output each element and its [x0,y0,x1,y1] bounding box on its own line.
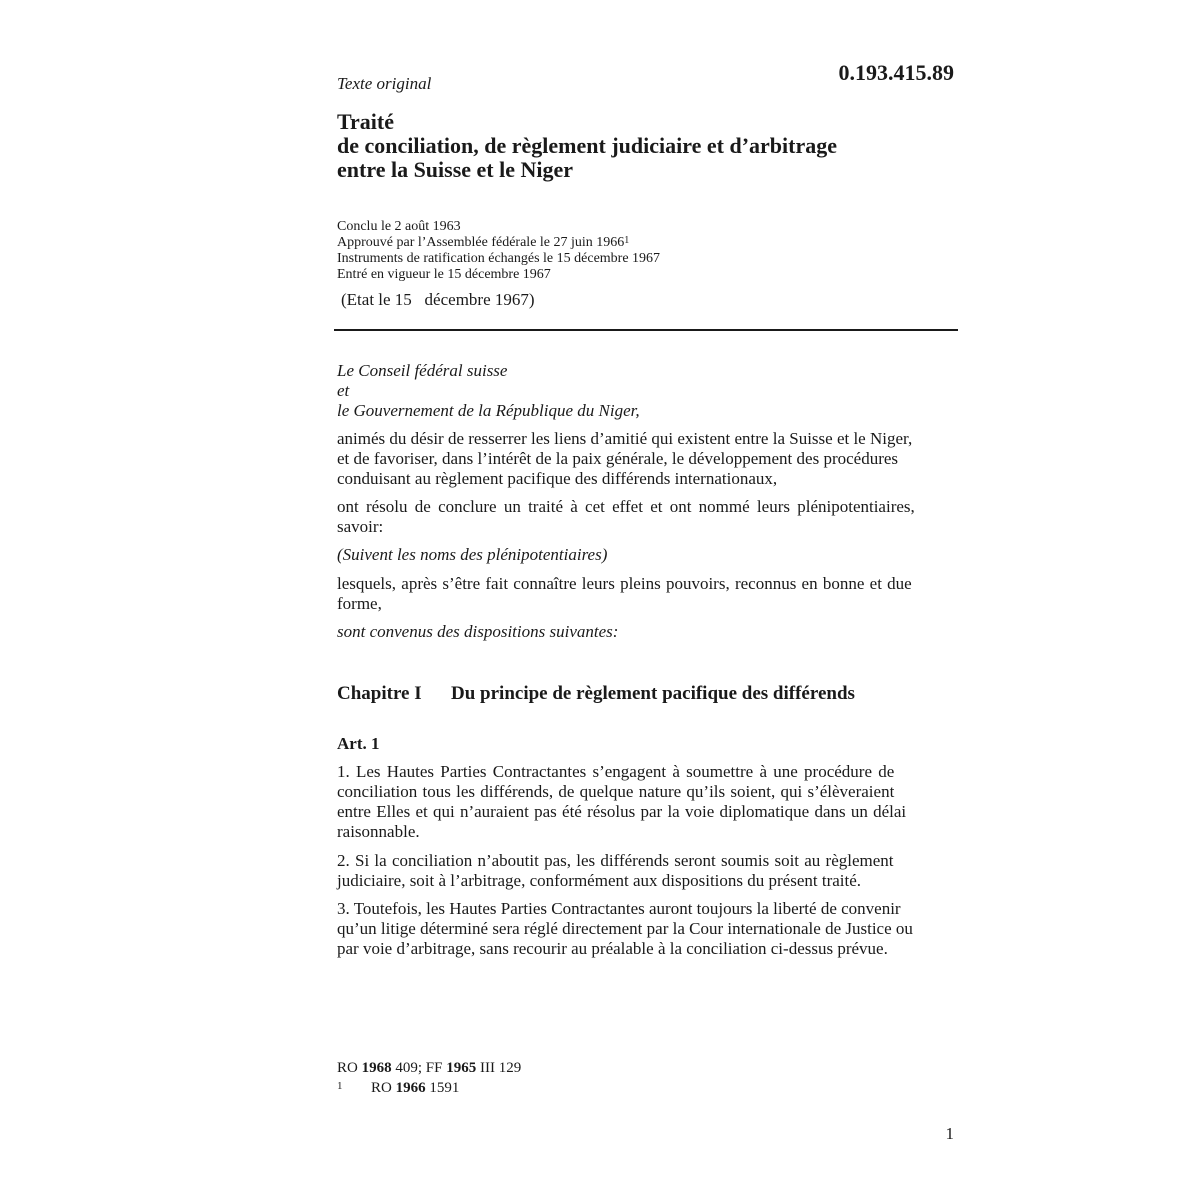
footnote-mark: 1 [337,1080,343,1092]
original-text-label: Texte original [337,74,432,93]
footnote-1: 1 RO 1966 1591 [337,1078,521,1098]
page-number: 1 [945,1124,954,1143]
article-paragraph: 2. Si la conciliation n’aboutit pas, les différends seront soumis soit au règlement judiciaire, soit à l’arbitrage, conformément aux dispositions du présent traité. [337,851,894,890]
concluded-date: Conclu le 2 août 1963 [337,219,461,234]
title-line: de conciliation, de règlement judiciaire et d’arbitrage [337,133,837,158]
publication-reference: RO 1968 409; FF 1965 III 129 [337,1060,522,1076]
preamble-paragraph: lesquels, après s’être fait connaître leurs pleins pouvoirs, reconnus en bonne et due forme, [337,574,912,613]
treaty-metadata [337,219,957,283]
document-title [337,110,957,182]
chapter-number: Chapitre I [337,683,422,704]
in-force-date: Entré en vigueur le 15 décembre 1967 [337,267,551,282]
party-name: le Gouvernement de la République du Niger, [337,401,640,420]
preamble-parties [337,361,954,421]
state-date: (Etat le 15 décembre 1967) [341,290,535,309]
document-number: 0.193.415.89 [838,60,954,85]
chapter-title: Du principe de règlement pacifique des différends [451,683,855,704]
ratification-date: Instruments de ratification échangés le 15 décembre 1967 [337,251,661,266]
party-name: Le Conseil fédéral suisse [337,361,508,380]
title-line: entre la Suisse et le Niger [337,157,574,182]
title-line: Traité [337,109,395,134]
article-paragraph: 3. Toutefois, les Hautes Parties Contractantes auront toujours la liberté de convenir qu’un litige déterminé sera réglé directement par la Cour internationale de Justice ou par voie d’arbitrage, sans recourir au préalable à la conciliation ci-dessus prévue. [337,899,913,958]
approved-date: Approuvé par l’Assemblée fédérale le 27 juin 1966$^1$ [337,235,630,250]
chapter-heading [337,683,855,705]
agreed-provisions: sont convenus des dispositions suivantes: [337,622,619,641]
footnote-reference[interactable]: 1 [624,235,630,246]
article-heading: Art. 1 [337,734,380,753]
preamble-paragraph: ont résolu de conclure un traité à cet effet et ont nommé leurs plénipotentiaires, savoir: [337,497,915,536]
article-paragraph: 1. Les Hautes Parties Contractantes s’engagent à soumettre à une procédure de conciliation tous les différends, de quelque nature qu’ils soient, qui s’élèveraient entre Elles et qui n’auraient pas été résolus par la voie diplomatique dans un délai raisonnable. [337,762,907,841]
preamble-paragraph: animés du désir de resserrer les liens d’amitié qui existent entre la Suisse et le Niger, et de favoriser, dans l’intérêt de la paix générale, le développement des procédures conduisant au règlement pacifique des différends internationaux, [337,429,913,488]
conjunction: et [337,381,350,400]
footnotes [337,1058,521,1098]
header-divider [334,329,958,331]
plenipotentiaries-note: (Suivent les noms des plénipotentiaires) [337,545,608,564]
